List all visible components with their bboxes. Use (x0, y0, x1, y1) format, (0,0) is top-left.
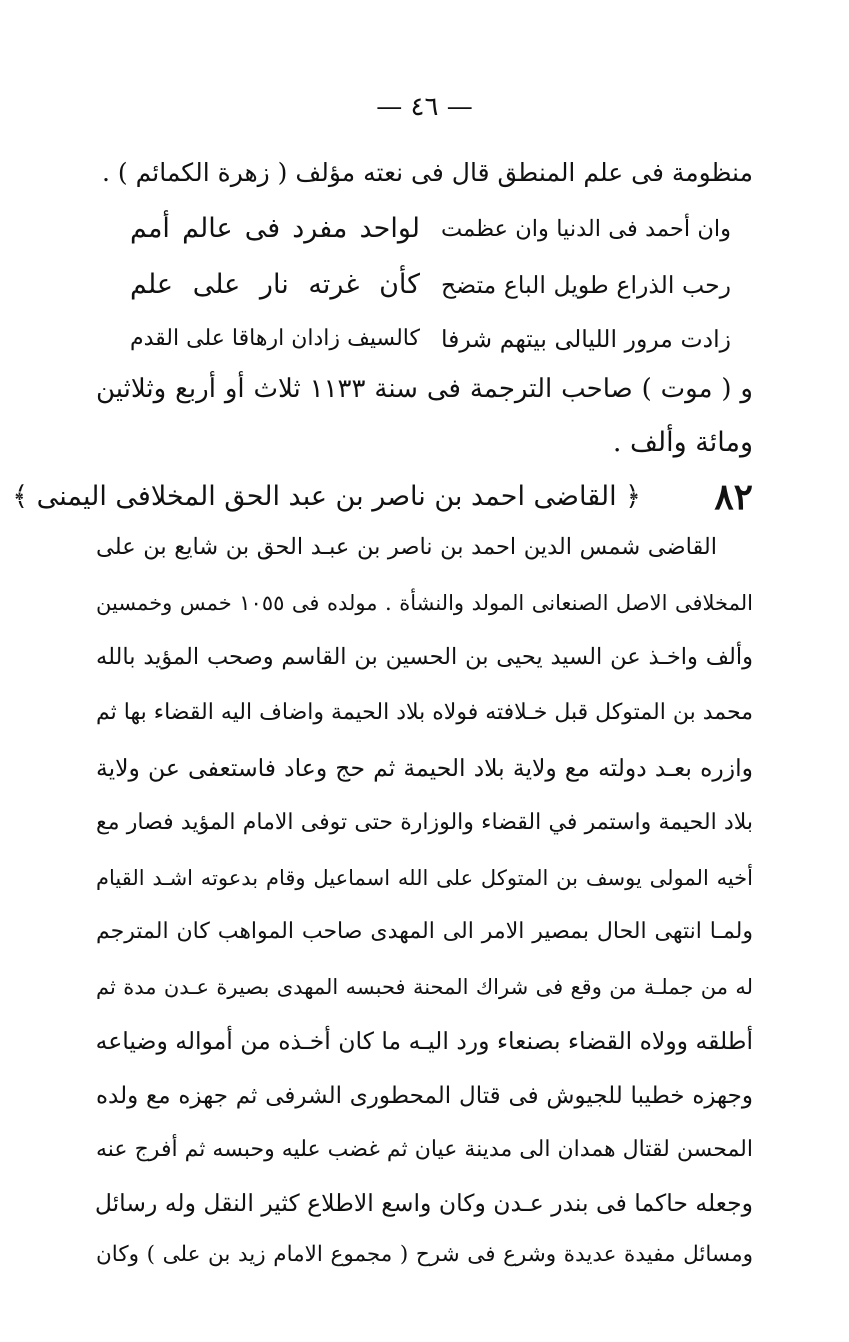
body-line: القاضى شمس الدين احمد بن ناصر بن عبـد الحق بن شايع بن على (96, 534, 717, 560)
poem-second-hemistich: كالسيف زادان ارهاقا على القدم (130, 326, 420, 351)
body-line: المحسن لقتال همدان الى مدينة عيان ثم غضب عليه وحبسه ثم أفرج عنه (96, 1137, 753, 1162)
entry-number: ٨٢ (714, 476, 753, 518)
body-line: ومسائل مفيدة عديدة وشرع فى شرح ( مجموع الامام زيد بن على ) وكان (96, 1242, 753, 1267)
poem-verse (130, 268, 731, 302)
entry-heading (12, 476, 753, 518)
poem-first-hemistich: وان أحمد فى الدنيا وان عظمت (441, 216, 731, 242)
body-line: أخيه المولى يوسف بن المتوكل على الله اسماعيل وقام بدعوته اشـد القيام (96, 866, 753, 890)
body-line: المخلافى الاصل الصنعانى المولد والنشأة . مولده فى ١٠٥٥ خمس وخمسين (96, 591, 753, 615)
death-line: ومائة وألف . (612, 427, 753, 458)
page-number: — ٤٦ — (376, 92, 473, 122)
body-line: له من جملـة من وقع فى شراك المحنة فحبسه المهدى بصيرة عـدن مدة ثم (96, 975, 753, 999)
entry-title: ﴿ القاضى احمد بن ناصر بن عبد الحق المخلافى اليمنى ﴾ (12, 481, 641, 512)
body-line: وازره بعـد دولته مع ولاية بلاد الحيمة ثم حج وعاد فاستعفى عن ولاية (96, 754, 753, 782)
body-line: بلاد الحيمة واستمر في القضاء والوزارة حتى توفى الامام المؤيد فصار مع (96, 810, 753, 835)
body-line: وجهزه خطيبا للجيوش فى قتال المحطورى الشرفى ثم جهزه مع ولده (96, 1083, 753, 1109)
body-line: وألف واخـذ عن السيد يحيى بن الحسين بن القاسم وصحب المؤيد بالله (96, 644, 753, 670)
intro-line: منظومة فى علم المنطق قال فى نعته مؤلف ( زهرة الكمائم ) . (102, 158, 753, 187)
poem-verse (130, 212, 731, 246)
poem-second-hemistich: كأن غرته نار على علم (130, 269, 420, 300)
body-line: وجعله حاكما فى بندر عـدن وكان واسع الاطلاع كثير النقل وله رسائل (94, 1189, 753, 1217)
poem-first-hemistich: زادت مرور الليالى بيتهم شرفا (441, 325, 731, 353)
poem-second-hemistich: لواحد مفرد فى عالم أمم (130, 213, 420, 244)
poem-first-hemistich: رحب الذراع طويل الباع متضح (441, 271, 731, 299)
body-line: محمد بن المتوكل قبل خـلافته فولاه بلاد الحيمة واضاف اليه القضاء بها ثم (96, 700, 753, 725)
body-line: أطلقه وولاه القضاء بصنعاء ورد اليـه ما كان أخـذه من أمواله وضياعه (95, 1027, 753, 1055)
death-line: و ( موت ) صاحب الترجمة فى سنة ١١٣٣ ثلاث أو أربع وثلاثين (96, 374, 753, 404)
body-line: ولمـا انتهى الحال بمصير الامر الى المهدى صاحب المواهب كان المترجم (96, 919, 753, 944)
poem-verse (130, 322, 731, 356)
